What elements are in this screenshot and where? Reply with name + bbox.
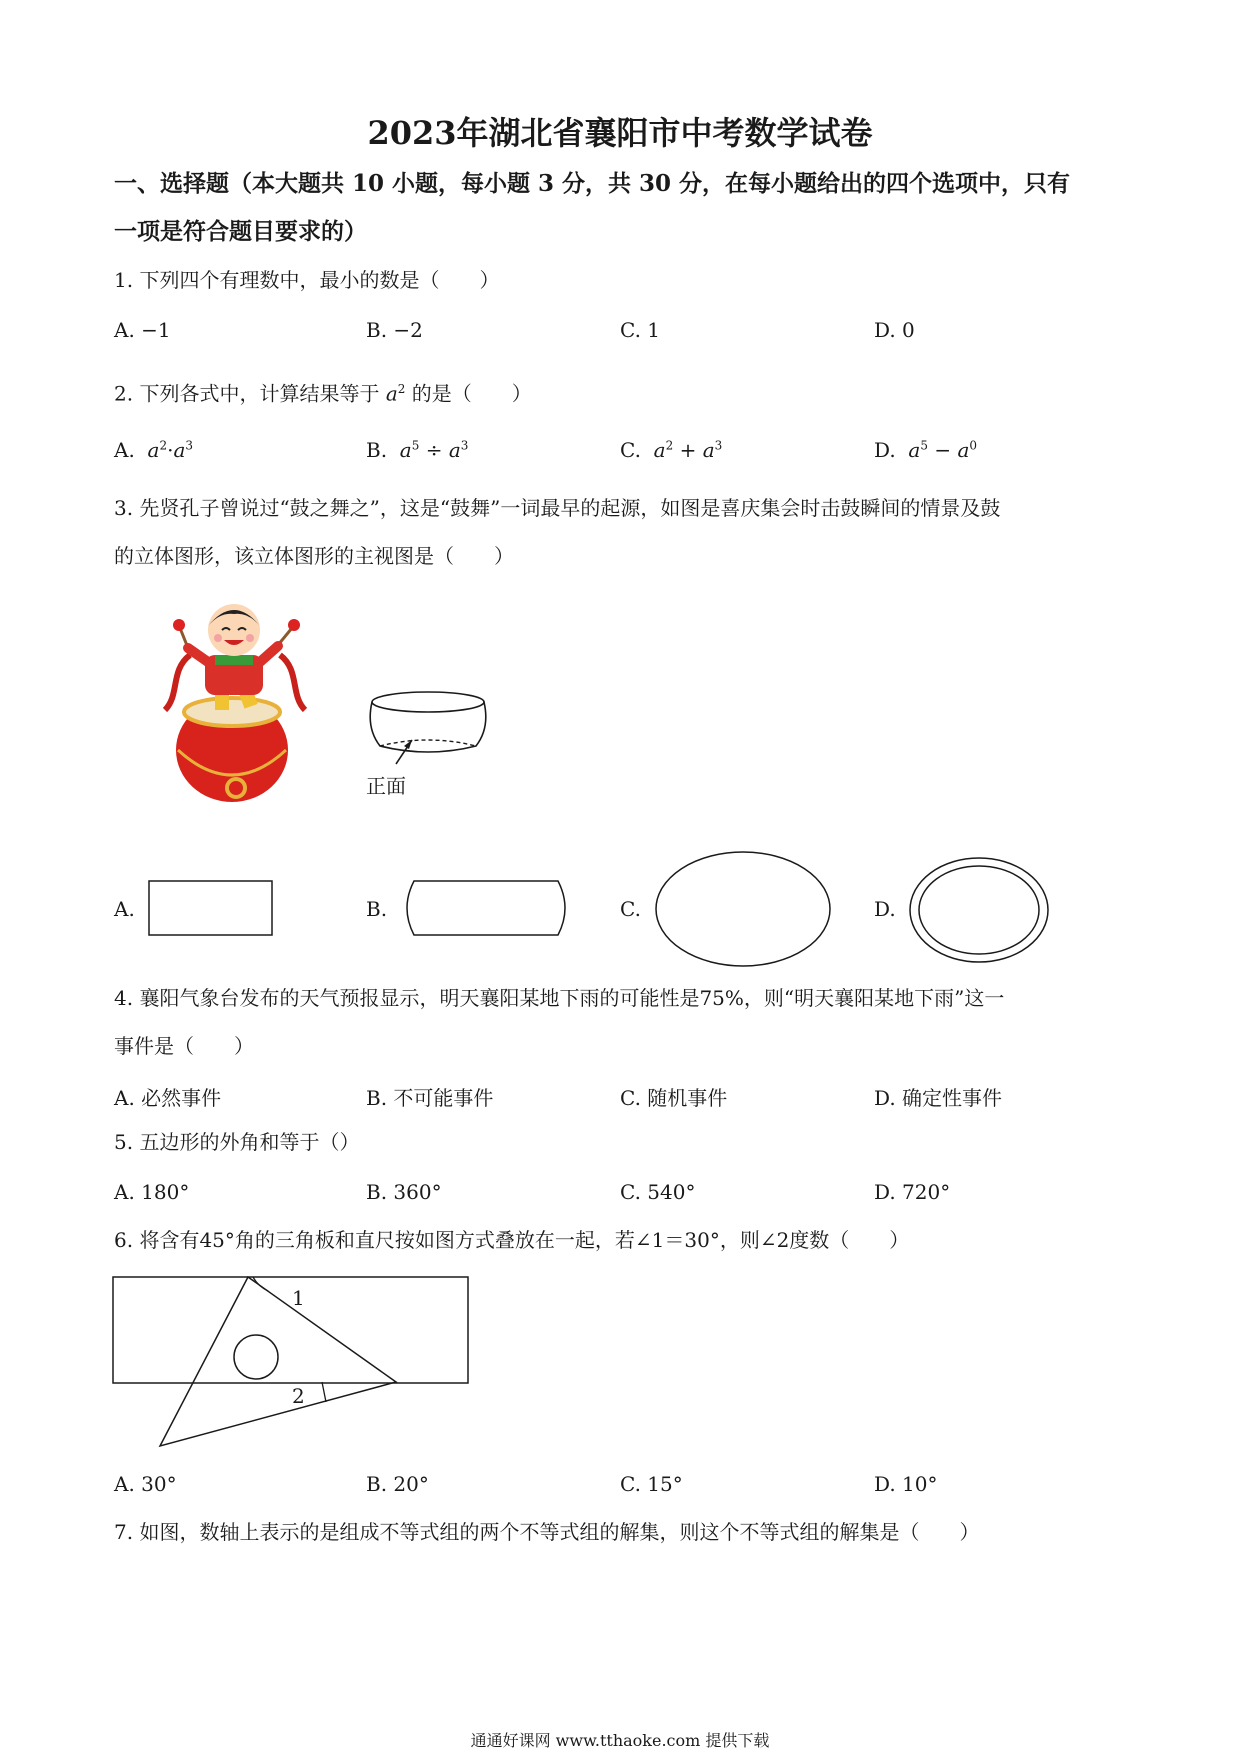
question-3-line2: 的立体图形，该立体图形的主视图是（ ） — [114, 544, 514, 568]
q2-stem-var: a — [385, 381, 398, 406]
q2-option-d-exp1: 5 — [920, 438, 928, 453]
angle-1-label: 1 — [292, 1286, 305, 1310]
q5-option-c: C. 540° — [620, 1180, 696, 1204]
angle-2-arc — [322, 1382, 326, 1402]
q2-option-d-exp2: 0 — [969, 438, 978, 453]
q4-option-d: D. 确定性事件 — [874, 1086, 1003, 1110]
q2-option-d-base1: a — [908, 438, 921, 462]
q3-option-b-barrel-shape — [400, 880, 572, 936]
q2-option-b-label: B. — [366, 438, 388, 462]
q2-option-a-label: A. — [114, 438, 135, 462]
q5-option-b: B. 360° — [366, 1180, 442, 1204]
page-footer: 通通好课网 www.tthaoke.com 提供下载 — [470, 1731, 770, 1750]
q2-option-b-exp2: 3 — [460, 438, 469, 453]
question-2-stem — [114, 365, 1134, 418]
q4-option-a: A. 必然事件 — [114, 1086, 222, 1110]
q1-option-a: A. −1 — [114, 318, 171, 342]
q2-option-a-base1: a — [147, 438, 160, 462]
q1-option-b: B. −2 — [366, 318, 423, 342]
q2-option-a-base2: a — [173, 438, 186, 462]
q2-option-a-exp1: 2 — [159, 438, 168, 453]
question-5-stem: 5. 五边形的外角和等于（） — [114, 1130, 360, 1154]
q3-option-b-label: B. — [366, 897, 388, 921]
q3-option-d-double-ellipse — [908, 856, 1050, 964]
q5-option-a: A. 180° — [114, 1180, 190, 1204]
q3-option-c-label: C. — [620, 897, 641, 921]
q2-option-c-exp2: 3 — [714, 438, 723, 453]
question-7-stem: 7. 如图，数轴上表示的是组成不等式组的两个不等式组的解集，则这个不等式组的解集是（ ） — [114, 1520, 980, 1544]
q5-option-d: D. 720° — [874, 1180, 951, 1204]
q2-stem-exp: 2 — [397, 382, 406, 396]
q6-option-b: B. 20° — [366, 1472, 429, 1496]
q3-option-a-label: A. — [114, 897, 135, 921]
exam-title: 2023年湖北省襄阳市中考数学试卷 — [367, 114, 873, 152]
q2-option-c — [620, 438, 722, 462]
q2-option-b — [366, 438, 468, 462]
q2-option-a-op: · — [167, 438, 174, 462]
q2-stem-pre: 2. 下列各式中，计算结果等于 — [114, 381, 380, 406]
q6-option-d: D. 10° — [874, 1472, 938, 1496]
ruler-rectangle — [113, 1277, 468, 1383]
q2-option-d-base2: a — [957, 438, 970, 462]
q2-option-b-base1: a — [399, 438, 412, 462]
drum-boy-illustration — [160, 600, 310, 810]
q2-option-a — [114, 438, 193, 462]
front-view-label: 正面 — [366, 774, 406, 798]
q1-option-d: D. 0 — [874, 318, 915, 342]
q4-option-b: B. 不可能事件 — [366, 1086, 494, 1110]
q2-option-c-label: C. — [620, 438, 641, 462]
q2-option-d — [874, 438, 977, 462]
q3-option-a-rectangle — [148, 880, 274, 936]
angle-2-label: 2 — [292, 1384, 305, 1408]
q2-option-b-exp1: 5 — [411, 438, 420, 453]
q6-option-a: A. 30° — [114, 1472, 177, 1496]
question-4-line1: 4. 襄阳气象台发布的天气预报显示，明天襄阳某地下雨的可能性是75%，则“明天襄阳某地下雨”这一 — [114, 986, 1005, 1010]
section-heading-line2: 一项是符合题目要求的） — [114, 218, 367, 245]
q2-option-d-op: − — [934, 438, 952, 462]
q6-option-c: C. 15° — [620, 1472, 683, 1496]
q1-option-c: C. 1 — [620, 318, 661, 342]
question-4-line2: 事件是（ ） — [114, 1034, 254, 1058]
q2-option-c-base1: a — [653, 438, 666, 462]
q2-option-b-op: ÷ — [425, 438, 443, 462]
q2-option-d-label: D. — [874, 438, 896, 462]
question-1-stem: 1. 下列四个有理数中，最小的数是（ ） — [114, 268, 500, 292]
q3-option-d-label: D. — [874, 897, 896, 921]
q4-option-c: C. 随机事件 — [620, 1086, 728, 1110]
question-3-line1: 3. 先贤孔子曾说过“鼓之舞之”，这是“鼓舞”一词最早的起源，如图是喜庆集会时击鼓瞬间的情景及鼓 — [114, 496, 1001, 520]
q2-option-a-exp2: 3 — [185, 438, 194, 453]
q3-option-c-ellipse — [654, 850, 832, 968]
q2-option-c-exp1: 2 — [665, 438, 674, 453]
q2-option-c-base2: a — [702, 438, 715, 462]
q2-option-c-op: + — [679, 438, 697, 462]
set-square-hole — [234, 1335, 278, 1379]
section-heading-line1: 一、选择题（本大题共 10 小题，每小题 3 分，共 30 分，在每小题给出的四个选项中，只有 — [114, 170, 1071, 197]
question-6-stem: 6. 将含有45°角的三角板和直尺按如图方式叠放在一起，若∠1＝30°，则∠2度数（ ） — [114, 1228, 910, 1252]
q2-stem-post: 的是（ ） — [411, 381, 532, 406]
q2-option-b-base2: a — [448, 438, 461, 462]
